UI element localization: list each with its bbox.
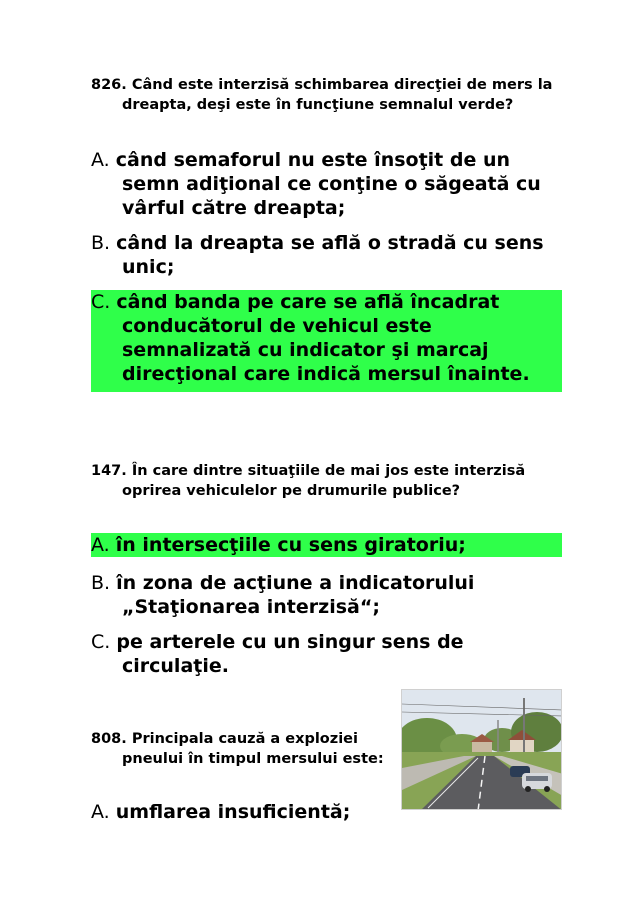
answer-letter: C. [91, 291, 111, 313]
answer-text: când banda pe care se află încadrat conducătorul de vehicul este semnalizată cu indicator şi marcaj direcţional care indică mersul înainte. [116, 291, 530, 385]
street-photo [401, 689, 562, 810]
answer-text: când semaforul nu este însoţit de un semn adiţional ce conţine o săgeată cu vârful către dreapta; [115, 149, 541, 219]
answer-letter: A. [91, 149, 110, 171]
question-text: Principala cauză a exploziei pneului în timpul mersului este: [122, 731, 384, 767]
answer-letter: A. [91, 801, 110, 823]
answer-808-a[interactable] [91, 800, 391, 824]
answer-text: umflarea insuficientă; [115, 801, 351, 823]
answer-letter: C. [91, 631, 111, 653]
answer-826-a[interactable] [91, 148, 562, 220]
answer-147-a-correct[interactable] [91, 533, 562, 557]
answer-text: pe arterele cu un singur sens de circulaţie. [116, 631, 464, 677]
answer-text: în intersecţiile cu sens giratoriu; [115, 534, 466, 556]
answer-letter: B. [91, 572, 111, 594]
answer-147-c[interactable] [91, 630, 562, 678]
question-number: 808. [91, 731, 127, 747]
question-808 [91, 729, 394, 769]
answer-text: când la dreapta se află o stradă cu sens unic; [116, 232, 544, 278]
question-826 [91, 75, 562, 115]
question-text: Când este interzisă schimbarea direcţiei de mers la dreapta, deşi este în funcţiune semnalul verde? [122, 77, 553, 113]
question-number: 826. [91, 77, 127, 93]
answer-826-b[interactable] [91, 231, 562, 279]
answer-letter: B. [91, 232, 111, 254]
question-text: În care dintre situaţiile de mai jos este interzisă oprirea vehiculelor pe drumurile publice? [122, 463, 526, 499]
answer-text: în zona de acţiune a indicatorului „Staţionarea interzisă“; [116, 572, 475, 618]
question-147 [91, 461, 542, 501]
answer-826-c-correct[interactable] [91, 290, 562, 392]
answer-letter: A. [91, 534, 110, 556]
answer-147-b[interactable] [91, 571, 562, 619]
question-number: 147. [91, 463, 127, 479]
